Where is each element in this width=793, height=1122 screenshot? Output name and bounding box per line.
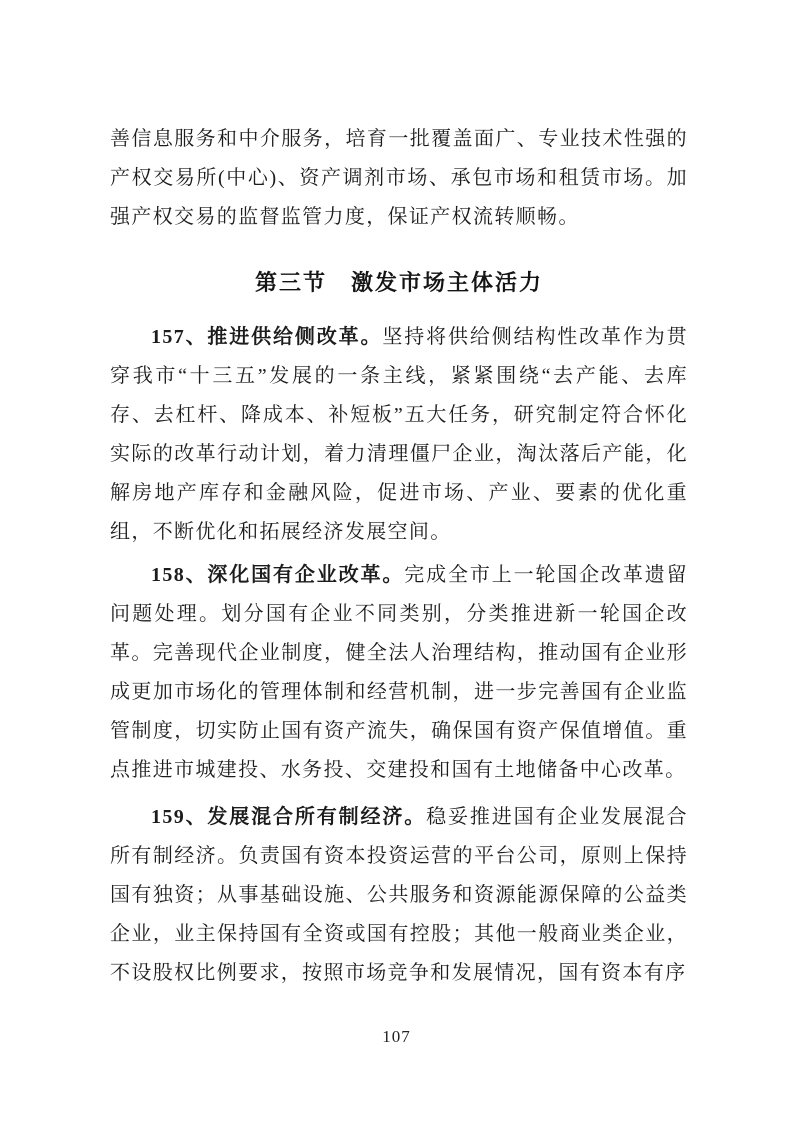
page-content bbox=[110, 120, 688, 993]
item-159-body: 稳妥推进国有企业发展混合所有制经济。负责国有资本投资运营的平台公司，原则上保持国有独资；从事基础设施、公共服务和资源能源保障的公益类企业，业主保持国有全资或国有控股；其他一般商业类企业，不设股权比例要求，按照市场竞争和发展情况，国有资本有序 bbox=[110, 806, 688, 984]
numbered-item-158 bbox=[110, 556, 688, 790]
item-157-body: 坚持将供给侧结构性改革作为贯穿我市“十三五”发展的一条主线，紧紧围绕“去产能、去库存、去杠杆、降成本、补短板”五大任务，研究制定符合怀化实际的改革行动计划，着力清理僵尸企业，淘汰落后产能，化解房地产库存和金融风险，促进市场、产业、要素的优化重组，不断优化和拓展经济发展空间。 bbox=[110, 326, 688, 543]
item-158-body: 完成全市上一轮国企改革遗留问题处理。划分国有企业不同类别，分类推进新一轮国企改革。完善现代企业制度，健全法人治理结构，推动国有企业形成更加市场化的管理体制和经营机制，进一步完善国有企业监管制度，切实防止国有资产流失，确保国有资产保值增值。重点推进市城建投、水务投、交建投和国有土地储备中心改革。 bbox=[110, 564, 688, 781]
item-158-lead: 158、深化国有企业改革。 bbox=[151, 564, 405, 586]
continuation-paragraph: 善信息服务和中介服务，培育一批覆盖面广、专业技术性强的产权交易所(中心)、资产调剂市场、承包市场和租赁市场。加强产权交易的监督监管力度，保证产权流转顺畅。 bbox=[110, 128, 688, 228]
item-157-lead: 157、推进供给侧改革。 bbox=[151, 326, 383, 348]
numbered-item-159 bbox=[110, 798, 688, 993]
section-heading: 第三节 激发市场主体活力 bbox=[254, 270, 543, 295]
numbered-item-157 bbox=[110, 318, 688, 552]
page-number: 107 bbox=[382, 1027, 411, 1046]
item-159-lead: 159、发展混合所有制经济。 bbox=[151, 806, 427, 828]
